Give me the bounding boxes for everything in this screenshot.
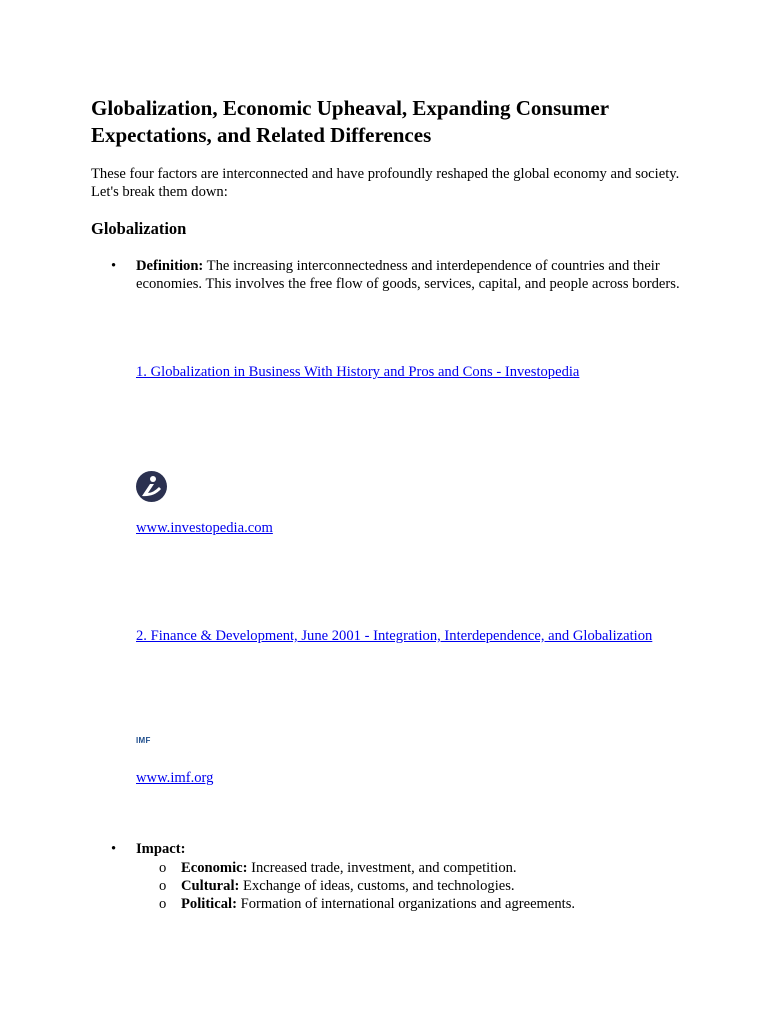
source-site-link-investopedia[interactable]: www.investopedia.com (136, 520, 273, 536)
sub-bullet-marker: o (159, 896, 167, 912)
impact-label: Impact: (136, 841, 186, 857)
sub-bullet-marker: o (159, 860, 167, 876)
impact-sub-text: Formation of international organizations and agreements. (236, 896, 576, 912)
source-link-investopedia-article[interactable]: 1. Globalization in Business With History and Pros and Cons - Investopedia (136, 364, 580, 380)
definition-label: Definition: (136, 258, 204, 274)
impact-sub-label: Economic: (181, 860, 248, 876)
impact-sub-item-political (159, 896, 721, 914)
impact-sub-item-economic (159, 860, 721, 878)
document-title: Globalization, Economic Upheaval, Expanding Consumer Expectations, and Related Differences (91, 96, 609, 147)
section-heading-globalization: Globalization (91, 219, 187, 238)
impact-sub-item-cultural (159, 878, 721, 896)
impact-list-item (111, 841, 696, 859)
bullet-marker: • (111, 841, 117, 857)
definition-text: The increasing interconnectedness and interdependence of countries and their economies. This involves the free flow of goods, services, capital, and people across borders. (136, 258, 680, 292)
impact-sub-label: Cultural: (181, 878, 240, 894)
impact-sub-text: Increased trade, investment, and competition. (247, 860, 517, 876)
source-site-link-imf[interactable]: www.imf.org (136, 770, 214, 786)
investopedia-logo-icon (136, 471, 167, 502)
impact-sub-label: Political: (181, 896, 237, 912)
sub-bullet-marker: o (159, 878, 167, 894)
intro-paragraph: These four factors are interconnected and have profoundly reshaped the global economy and society. Let's break them down: (91, 166, 680, 200)
impact-sub-text: Exchange of ideas, customs, and technologies. (239, 878, 515, 894)
bullet-marker: • (111, 258, 117, 274)
imf-logo-icon: IMF (136, 736, 151, 745)
source-link-imf-article[interactable]: 2. Finance & Development, June 2001 - Integration, Interdependence, and Globalization (136, 628, 653, 644)
definition-list-item (111, 258, 696, 293)
